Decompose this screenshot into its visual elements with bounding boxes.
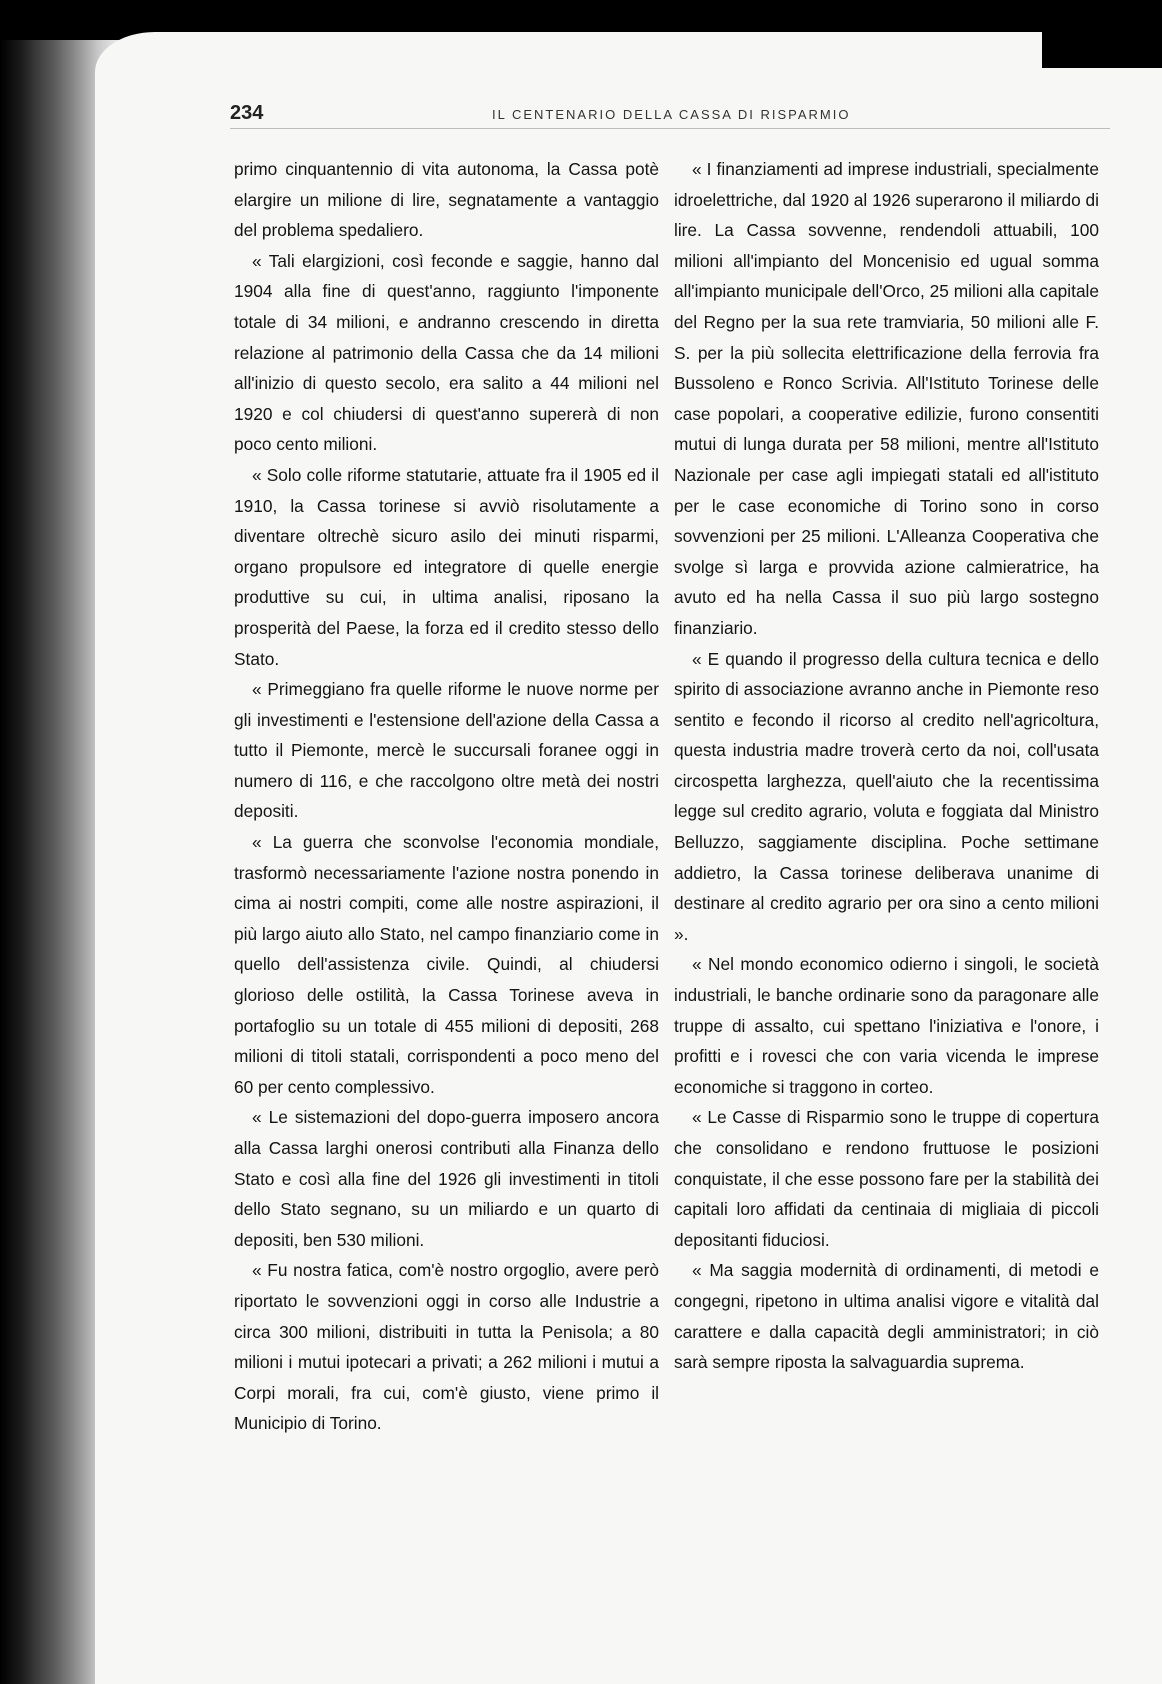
right-column <box>674 154 1099 1378</box>
paragraph: « Tali elargizioni, così feconde e saggie, hanno dal 1904 alla fine di quest'anno, raggiunto l'imponente totale di 34 milioni, e andranno crescendo in diretta relazione al patrimonio della Cassa che da 14 milioni all'inizio di questo secolo, era salito a 44 milioni nel 1920 e col chiudersi di quest'anno supererà di non poco cento milioni. <box>234 250 659 455</box>
paragraph: « I finanziamenti ad imprese industriali, specialmente idroelettriche, dal 1920 al 1926 superarono il miliardo di lire. La Cassa sovvenne, rendendoli attuabili, 100 milioni all'impianto del Moncenisio ed ugual somma all'impianto municipale dell'Orco, 25 milioni alla capitale del Regno per la sua rete tramviaria, 50 milioni alle F. S. per la più sollecita elettrificazione della ferrovia fra Bussoleno e Ronco Scrivia. All'Istituto Torinese delle case popolari, a cooperative edilizie, furono consentiti mutui di lunga durata per 58 milioni, mentre all'Istituto Nazionale per case agli impiegati statali ed all'istituto per le case economiche di Torino sono in corso sovvenzioni per 25 milioni. L'Alleanza Cooperativa che svolge sì larga e provvida azione calmieratrice, ha avuto ed ha nella Cassa il suo più largo sostegno finanziario. <box>674 159 1099 638</box>
header-rule <box>230 128 1110 129</box>
paragraph: « Fu nostra fatica, com'è nostro orgoglio, avere però riportato le sovvenzioni oggi in corso alle Industrie a circa 300 milioni, distribuiti in tutta la Penisola; a 80 milioni i mutui ipotecari a privati; a 262 milioni i mutui a Corpi morali, fra cui, com'è giusto, viene primo il Municipio di Torino. <box>234 1260 659 1434</box>
paragraph: « Primeggiano fra quelle riforme le nuove norme per gli investimenti e l'estensione dell'azione della Cassa a tutto il Piemonte, mercè le succursali foranee oggi in numero di 116, e che raccolgono oltre metà dei nostri depositi. <box>234 679 659 822</box>
left-column <box>234 154 659 1439</box>
paragraph: primo cinquantennio di vita autonoma, la Cassa potè elargire un milione di lire, segnatamente a vantaggio del problema spedaliero. <box>234 159 659 241</box>
paragraph: « Le sistemazioni del dopo-guerra imposero ancora alla Cassa larghi onerosi contributi alla Finanza dello Stato e così alla fine del 1926 gli investimenti in titoli dello Stato segnano, su un miliardo e un quarto di depositi, ben 530 milioni. <box>234 1107 659 1250</box>
page-header <box>230 102 1110 124</box>
paragraph: « La guerra che sconvolse l'economia mondiale, trasformò necessariamente l'azione nostra ponendo in cima ai nostri compiti, come alle nostre aspirazioni, il più largo aiuto allo Stato, nel campo finanziario come in quello dell'assistenza civile. Quindi, al chiudersi glorioso delle ostilità, la Cassa Torinese aveva in portafoglio su un totale di 455 milioni di depositi, 268 milioni di titoli statali, corrispondenti a poco meno del 60 per cento complessivo. <box>234 832 659 1097</box>
paragraph: « Le Casse di Risparmio sono le truppe di copertura che consolidano e rendono fruttuose le posizioni conquistate, il che esse possono fare per la stabilità dei capitali loro affidati da centinaia di migliaia di piccoli depositanti fiduciosi. <box>674 1107 1099 1250</box>
paragraph: « Nel mondo economico odierno i singoli, le società industriali, le banche ordinarie sono da paragonare alle truppe di assalto, cui spettano l'iniziativa e l'onore, i profitti e i rovesci che con varia vicenda le imprese economiche si traggono in corteo. <box>674 954 1099 1097</box>
running-title: IL CENTENARIO DELLA CASSA DI RISPARMIO <box>492 107 851 122</box>
paragraph: « Ma saggia modernità di ordinamenti, di metodi e congegni, ripetono in ultima analisi vigore e vitalità dal carattere e dalla capacità degli amministratori; in ciò sarà sempre riposta la salvaguardia suprema. <box>674 1260 1099 1373</box>
scan-corner <box>1042 32 1162 68</box>
paragraph: « Solo colle riforme statutarie, attuate fra il 1905 ed il 1910, la Cassa torinese si avviò risolutamente a diventare oltrechè sicuro asilo dei minuti risparmi, organo propulsore ed integratore di quelle energie produttive su cui, in ultima analisi, riposano la prosperità del Paese, la forza ed il credito stesso dello Stato. <box>234 464 659 669</box>
page-number: 234 <box>230 102 264 124</box>
paragraph: « E quando il progresso della cultura tecnica e dello spirito di associazione avranno anche in Piemonte reso sentito e fecondo il ricorso al credito nell'agricoltura, questa industria madre troverà certo da noi, coll'usata circospetta larghezza, quell'aiuto che la recentissima legge sul credito agrario, voluta e foggiata dal Ministro Belluzzo, saggiamente disciplina. Poche settimane addietro, la Cassa torinese deliberava unanime di destinare al credito agrario per ora sino a cento milioni ». <box>674 648 1099 944</box>
